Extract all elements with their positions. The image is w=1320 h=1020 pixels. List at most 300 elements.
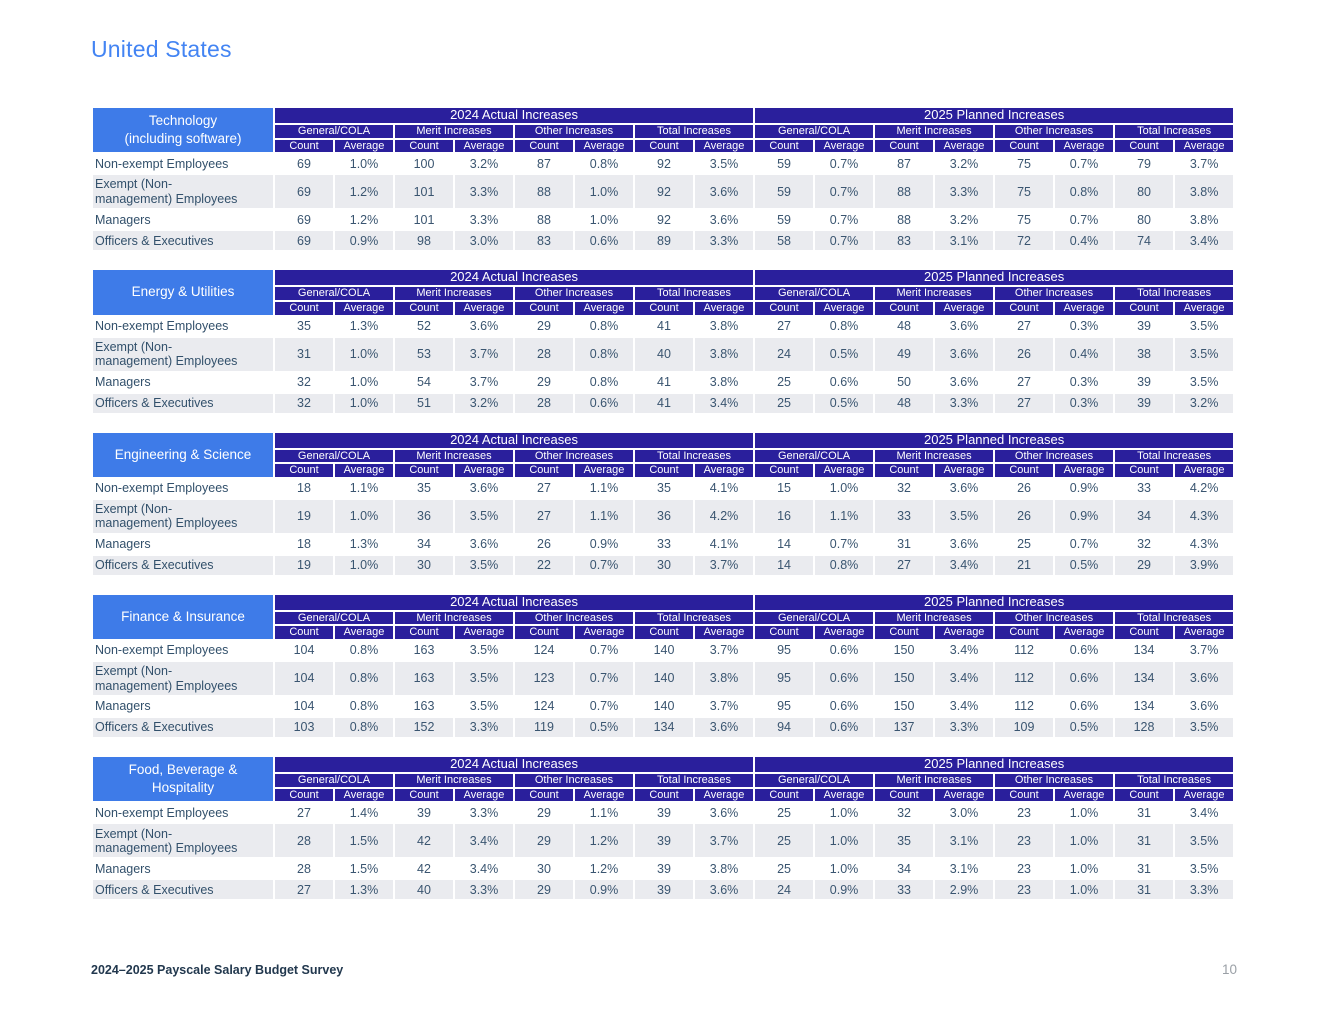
value-cell: 18 [275,479,333,498]
value-cell: 28 [515,394,573,413]
value-cell: 3.5% [455,662,513,695]
value-cell: 36 [635,500,693,533]
measure-header: Average [815,140,873,153]
value-cell: 0.5% [1055,718,1113,737]
value-cell: 0.8% [575,373,633,392]
value-cell: 0.8% [815,556,873,575]
value-cell: 1.0% [335,556,393,575]
value-cell: 0.7% [815,535,873,554]
value-cell: 4.2% [1175,479,1233,498]
table-row [93,556,1233,575]
value-cell: 0.7% [815,210,873,229]
value-cell: 3.5% [455,641,513,660]
subgroup-header: Merit Increases [875,612,993,625]
measure-header: Count [875,302,933,315]
value-cell: 0.3% [1055,373,1113,392]
measure-header: Count [635,302,693,315]
row-label: Non-exempt Employees [93,479,273,498]
value-cell: 19 [275,500,333,533]
value-cell: 26 [995,479,1053,498]
value-cell: 0.6% [575,394,633,413]
value-cell: 2.9% [935,880,993,899]
measure-header: Count [1115,302,1173,315]
value-cell: 3.4% [935,641,993,660]
value-cell: 29 [515,880,573,899]
value-cell: 3.3% [935,175,993,208]
value-cell: 3.2% [1175,394,1233,413]
value-cell: 24 [755,880,813,899]
value-cell: 1.3% [335,317,393,336]
value-cell: 32 [275,373,333,392]
value-cell: 41 [635,373,693,392]
value-cell: 3.4% [455,859,513,878]
value-cell: 31 [1115,824,1173,857]
value-cell: 1.3% [335,535,393,554]
measure-header: Count [395,140,453,153]
value-cell: 134 [1115,662,1173,695]
value-cell: 88 [515,175,573,208]
industry-table [91,755,1235,901]
value-cell: 0.7% [575,556,633,575]
value-cell: 33 [875,500,933,533]
measure-header: Count [275,140,333,153]
value-cell: 83 [875,231,933,250]
measure-header: Count [635,140,693,153]
value-cell: 75 [995,175,1053,208]
value-cell: 39 [1115,317,1173,336]
value-cell: 32 [875,803,933,822]
value-cell: 40 [395,880,453,899]
value-cell: 1.1% [575,479,633,498]
value-cell: 3.8% [1175,210,1233,229]
subgroup-header: Other Increases [515,450,633,463]
value-cell: 31 [1115,803,1173,822]
value-cell: 112 [995,641,1053,660]
value-cell: 0.6% [575,231,633,250]
value-cell: 59 [755,210,813,229]
value-cell: 0.9% [1055,500,1113,533]
value-cell: 25 [755,803,813,822]
measure-header: Average [455,302,513,315]
value-cell: 112 [995,697,1053,716]
value-cell: 25 [755,394,813,413]
year-group-header: 2025 Planned Increases [755,108,1233,123]
value-cell: 0.6% [815,718,873,737]
value-cell: 39 [1115,394,1173,413]
table-row [93,535,1233,554]
value-cell: 0.7% [815,154,873,173]
value-cell: 1.0% [815,824,873,857]
subgroup-header: Total Increases [635,125,753,138]
value-cell: 137 [875,718,933,737]
measure-header: Average [695,140,753,153]
value-cell: 0.9% [575,535,633,554]
measure-header: Count [995,140,1053,153]
value-cell: 1.1% [575,500,633,533]
value-cell: 1.0% [1055,803,1113,822]
value-cell: 124 [515,697,573,716]
value-cell: 1.0% [815,803,873,822]
measure-header: Average [1175,464,1233,477]
value-cell: 92 [635,175,693,208]
page-number: 10 [1221,962,1237,977]
measure-header: Average [815,626,873,639]
measure-header: Average [335,789,393,802]
measure-header: Average [575,789,633,802]
value-cell: 28 [275,859,333,878]
table-row [93,662,1233,695]
measure-header: Count [995,302,1053,315]
page-title: United States [91,36,232,62]
value-cell: 92 [635,154,693,173]
year-group-header: 2025 Planned Increases [755,433,1233,448]
row-label: Exempt (Non- management) Employees [93,824,273,857]
value-cell: 42 [395,824,453,857]
table-row [93,175,1233,208]
table-row [93,718,1233,737]
value-cell: 3.7% [455,373,513,392]
value-cell: 3.8% [695,662,753,695]
value-cell: 41 [635,394,693,413]
value-cell: 31 [1115,859,1173,878]
row-label: Exempt (Non- management) Employees [93,175,273,208]
value-cell: 123 [515,662,573,695]
measure-header: Average [1055,626,1113,639]
value-cell: 34 [1115,500,1173,533]
value-cell: 0.8% [575,338,633,371]
value-cell: 150 [875,697,933,716]
value-cell: 0.7% [575,662,633,695]
value-cell: 3.7% [1175,641,1233,660]
value-cell: 0.4% [1055,338,1113,371]
value-cell: 3.4% [935,556,993,575]
value-cell: 0.8% [575,317,633,336]
row-label: Exempt (Non- management) Employees [93,662,273,695]
table-row [93,824,1233,857]
value-cell: 75 [995,210,1053,229]
value-cell: 33 [875,880,933,899]
value-cell: 18 [275,535,333,554]
measure-header: Average [815,464,873,477]
row-label: Non-exempt Employees [93,154,273,173]
value-cell: 25 [755,373,813,392]
value-cell: 59 [755,154,813,173]
value-cell: 27 [275,803,333,822]
value-cell: 4.1% [695,535,753,554]
value-cell: 1.5% [335,859,393,878]
value-cell: 3.7% [695,641,753,660]
measure-header: Count [275,302,333,315]
value-cell: 95 [755,697,813,716]
value-cell: 3.4% [935,662,993,695]
value-cell: 23 [995,803,1053,822]
measure-header: Average [575,302,633,315]
value-cell: 3.4% [935,697,993,716]
subgroup-header: Other Increases [515,287,633,300]
value-cell: 27 [515,479,573,498]
measure-header: Average [455,140,513,153]
value-cell: 14 [755,535,813,554]
measure-header: Count [515,140,573,153]
value-cell: 30 [395,556,453,575]
value-cell: 3.3% [455,803,513,822]
measure-header: Count [755,464,813,477]
value-cell: 3.5% [455,697,513,716]
value-cell: 27 [875,556,933,575]
value-cell: 150 [875,662,933,695]
year-group-header: 2025 Planned Increases [755,595,1233,610]
value-cell: 21 [995,556,1053,575]
value-cell: 39 [635,859,693,878]
value-cell: 0.6% [1055,697,1113,716]
value-cell: 25 [755,859,813,878]
value-cell: 3.2% [935,154,993,173]
subgroup-header: Total Increases [635,774,753,787]
value-cell: 27 [515,500,573,533]
measure-header: Average [455,626,513,639]
value-cell: 31 [1115,880,1173,899]
row-label: Managers [93,210,273,229]
value-cell: 1.0% [1055,859,1113,878]
row-label: Managers [93,535,273,554]
value-cell: 1.0% [815,859,873,878]
footer-document-title: 2024–2025 Payscale Salary Budget Survey [91,963,344,977]
subgroup-header: Total Increases [1115,450,1233,463]
measure-header: Count [635,626,693,639]
value-cell: 1.4% [335,803,393,822]
value-cell: 95 [755,641,813,660]
value-cell: 3.8% [695,373,753,392]
value-cell: 3.4% [455,824,513,857]
value-cell: 88 [515,210,573,229]
value-cell: 1.0% [575,175,633,208]
measure-header: Count [995,464,1053,477]
value-cell: 101 [395,175,453,208]
value-cell: 3.6% [455,535,513,554]
value-cell: 69 [275,231,333,250]
value-cell: 3.6% [695,210,753,229]
value-cell: 163 [395,662,453,695]
value-cell: 14 [755,556,813,575]
value-cell: 3.3% [695,231,753,250]
value-cell: 100 [395,154,453,173]
subgroup-header: Total Increases [1115,612,1233,625]
value-cell: 0.4% [1055,231,1113,250]
value-cell: 3.2% [935,210,993,229]
subgroup-header: Other Increases [515,125,633,138]
value-cell: 4.3% [1175,535,1233,554]
value-cell: 128 [1115,718,1173,737]
row-label: Managers [93,373,273,392]
table-row [93,500,1233,533]
value-cell: 109 [995,718,1053,737]
year-group-header: 2024 Actual Increases [275,595,753,610]
measure-header: Average [575,464,633,477]
row-label: Officers & Executives [93,394,273,413]
value-cell: 54 [395,373,453,392]
value-cell: 0.7% [1055,154,1113,173]
value-cell: 3.9% [1175,556,1233,575]
subgroup-header: General/COLA [275,774,393,787]
row-label: Non-exempt Employees [93,641,273,660]
measure-header: Count [875,789,933,802]
year-group-header: 2025 Planned Increases [755,757,1233,772]
value-cell: 0.7% [1055,535,1113,554]
value-cell: 0.8% [815,317,873,336]
year-group-header: 2024 Actual Increases [275,433,753,448]
value-cell: 22 [515,556,573,575]
value-cell: 41 [635,317,693,336]
value-cell: 163 [395,641,453,660]
value-cell: 3.5% [455,500,513,533]
value-cell: 23 [995,880,1053,899]
industry-table [91,268,1235,414]
measure-header: Average [695,464,753,477]
subgroup-header: General/COLA [755,774,873,787]
value-cell: 94 [755,718,813,737]
row-label: Officers & Executives [93,231,273,250]
subgroup-header: Merit Increases [395,125,513,138]
industry-name: Food, Beverage & Hospitality [93,757,273,801]
value-cell: 26 [995,500,1053,533]
year-group-header: 2025 Planned Increases [755,270,1233,285]
value-cell: 3.0% [935,803,993,822]
value-cell: 3.2% [455,154,513,173]
value-cell: 29 [515,824,573,857]
subgroup-header: Merit Increases [395,774,513,787]
measure-header: Average [695,302,753,315]
tables-region [91,106,1235,917]
measure-header: Average [575,140,633,153]
value-cell: 3.5% [1175,718,1233,737]
value-cell: 1.2% [575,859,633,878]
value-cell: 3.3% [455,175,513,208]
value-cell: 3.1% [935,824,993,857]
value-cell: 32 [275,394,333,413]
value-cell: 3.5% [935,500,993,533]
value-cell: 34 [875,859,933,878]
value-cell: 3.3% [455,880,513,899]
value-cell: 92 [635,210,693,229]
value-cell: 0.8% [1055,175,1113,208]
measure-header: Count [515,789,573,802]
value-cell: 1.0% [335,338,393,371]
measure-header: Average [695,626,753,639]
measure-header: Average [695,789,753,802]
value-cell: 25 [995,535,1053,554]
value-cell: 119 [515,718,573,737]
value-cell: 32 [1115,535,1173,554]
value-cell: 27 [995,394,1053,413]
subgroup-header: General/COLA [275,287,393,300]
value-cell: 134 [635,718,693,737]
value-cell: 1.2% [575,824,633,857]
value-cell: 3.6% [935,373,993,392]
value-cell: 0.6% [1055,641,1113,660]
measure-header: Average [935,626,993,639]
value-cell: 28 [275,824,333,857]
industry-name: Engineering & Science [93,433,273,477]
row-label: Managers [93,697,273,716]
value-cell: 0.5% [1055,556,1113,575]
value-cell: 3.5% [695,154,753,173]
value-cell: 0.3% [1055,317,1113,336]
value-cell: 74 [1115,231,1173,250]
value-cell: 0.7% [575,641,633,660]
row-label: Officers & Executives [93,556,273,575]
subgroup-header: Total Increases [635,612,753,625]
measure-header: Count [755,626,813,639]
measure-header: Average [335,302,393,315]
value-cell: 3.8% [1175,175,1233,208]
year-group-header: 2024 Actual Increases [275,270,753,285]
industry-table [91,431,1235,577]
row-label: Non-exempt Employees [93,317,273,336]
value-cell: 0.5% [815,338,873,371]
value-cell: 0.6% [815,697,873,716]
value-cell: 1.0% [335,394,393,413]
measure-header: Average [1175,626,1233,639]
subgroup-header: General/COLA [755,287,873,300]
industry-name: Finance & Insurance [93,595,273,639]
value-cell: 3.3% [455,718,513,737]
value-cell: 4.3% [1175,500,1233,533]
value-cell: 0.5% [575,718,633,737]
measure-header: Count [995,626,1053,639]
value-cell: 3.7% [695,824,753,857]
value-cell: 3.4% [695,394,753,413]
value-cell: 1.0% [335,500,393,533]
value-cell: 80 [1115,175,1173,208]
measure-header: Count [515,626,573,639]
value-cell: 39 [395,803,453,822]
value-cell: 23 [995,859,1053,878]
subgroup-header: Other Increases [515,774,633,787]
value-cell: 3.6% [695,803,753,822]
measure-header: Average [935,789,993,802]
measure-header: Count [395,789,453,802]
value-cell: 25 [755,824,813,857]
subgroup-header: Merit Increases [875,450,993,463]
value-cell: 0.6% [815,641,873,660]
value-cell: 0.7% [1055,210,1113,229]
industry-name: Energy & Utilities [93,270,273,314]
table-row [93,373,1233,392]
value-cell: 3.6% [695,880,753,899]
measure-header: Count [275,626,333,639]
value-cell: 3.5% [1175,824,1233,857]
row-label: Officers & Executives [93,718,273,737]
value-cell: 48 [875,317,933,336]
value-cell: 1.1% [335,479,393,498]
value-cell: 83 [515,231,573,250]
value-cell: 3.6% [1175,697,1233,716]
measure-header: Average [335,464,393,477]
value-cell: 35 [395,479,453,498]
value-cell: 3.1% [935,859,993,878]
measure-header: Count [995,789,1053,802]
value-cell: 29 [515,373,573,392]
subgroup-header: General/COLA [275,612,393,625]
subgroup-header: Merit Increases [395,450,513,463]
value-cell: 26 [995,338,1053,371]
value-cell: 33 [635,535,693,554]
measure-header: Count [635,789,693,802]
measure-header: Count [395,464,453,477]
value-cell: 3.6% [455,317,513,336]
value-cell: 88 [875,210,933,229]
subgroup-header: Other Increases [995,774,1113,787]
